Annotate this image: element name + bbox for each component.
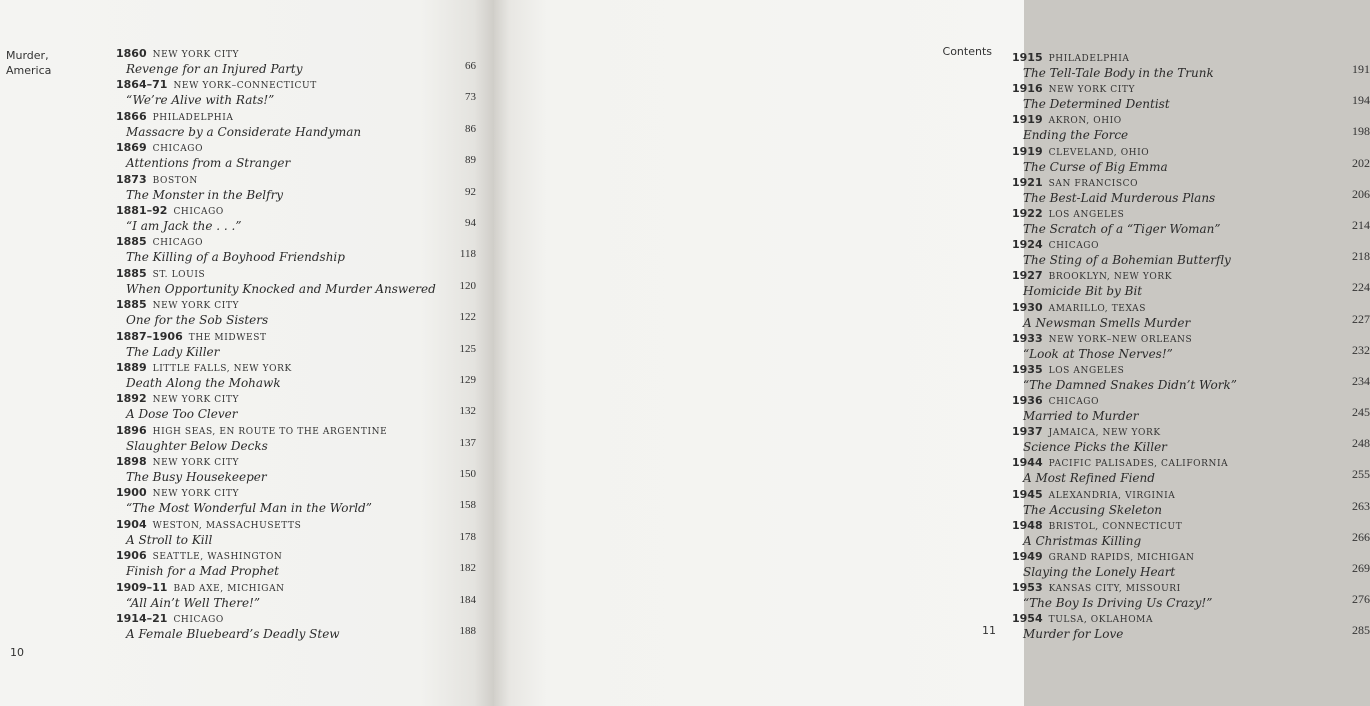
toc-entry-page-number: 178: [459, 530, 476, 543]
toc-entry-header: [1012, 112, 1370, 128]
toc-entry-place: CHICAGO: [152, 238, 204, 249]
toc-entry-title: The Sting of a Bohemian Butterfly: [1023, 253, 1231, 268]
toc-entry-year: 1936: [1012, 394, 1043, 408]
toc-entry: [1012, 331, 1370, 362]
running-head-right: Contents: [942, 45, 992, 58]
toc-entry-header: [1012, 300, 1370, 316]
toc-entry-header: [1012, 237, 1370, 253]
toc-entry-header: [116, 329, 476, 345]
toc-entry: [1012, 487, 1370, 518]
toc-entry-year: 1922: [1012, 206, 1043, 220]
toc-entry-title: A Stroll to Kill: [126, 532, 213, 547]
toc-entry-page-number: 263: [1352, 498, 1370, 513]
toc-entry-header: [116, 203, 476, 219]
toc-entry-page-number: 132: [459, 405, 476, 418]
toc-entry-header: [116, 297, 476, 313]
toc-entry-place: NEW YORK CITY: [152, 50, 240, 60]
toc-entry-header: [116, 580, 476, 596]
toc-entry-place: NEW YORK CITY: [152, 395, 240, 406]
toc-entry-page-number: 248: [1352, 436, 1370, 451]
toc-entry-title: “The Damned Snakes Didn’t Work”: [1023, 377, 1237, 392]
toc-entry-page-number: 94: [465, 216, 476, 229]
toc-entry-place: KANSAS CITY, MISSOURI: [1048, 584, 1181, 595]
toc-entry-header: [116, 611, 476, 627]
toc-entry-title: “Look at Those Nerves!”: [1023, 346, 1173, 361]
toc-entry: [116, 172, 476, 203]
toc-entry-year: 1900: [116, 486, 147, 500]
toc-entry-year: 1860: [116, 47, 147, 60]
toc-entry-page-number: 232: [1352, 342, 1370, 357]
toc-entry-year: 1881–92: [116, 203, 168, 217]
toc-entry-page-number: 118: [459, 248, 476, 261]
toc-entry-page-number: 158: [459, 499, 476, 512]
toc-entry-year: 1933: [1012, 331, 1043, 345]
toc-entry-title: Death Along the Mohawk: [126, 375, 281, 390]
toc-entry: [116, 485, 476, 516]
toc-entry-header: [116, 109, 476, 125]
toc-entry-header: [1012, 50, 1370, 66]
toc-entry: [1012, 362, 1370, 393]
toc-entry-title: The Curse of Big Emma: [1023, 159, 1168, 174]
toc-entry: [116, 297, 476, 328]
toc-entry-page-number: 255: [1352, 467, 1370, 482]
toc-entry: [116, 266, 476, 297]
toc-entry-title: The Killing of a Boyhood Friendship: [126, 250, 345, 265]
toc-entry-title: “All Ain’t Well There!”: [126, 595, 261, 610]
toc-entry-year: 1869: [116, 141, 147, 155]
toc-entry: [1012, 611, 1370, 642]
toc-entry-title: Slaughter Below Decks: [126, 438, 268, 453]
toc-entry-page-number: 202: [1352, 155, 1370, 170]
toc-entry-year: 1873: [116, 172, 147, 186]
toc-entry-page-number: 66: [465, 60, 476, 72]
toc-entry-title: A Christmas Killing: [1023, 533, 1142, 548]
toc-entry-header: [1012, 144, 1370, 160]
toc-entry-page-number: 224: [1352, 280, 1370, 295]
toc-entry-header: [1012, 362, 1370, 378]
toc-entry-place: NEW YORK CITY: [152, 489, 240, 500]
toc-entry: [116, 329, 476, 360]
toc-entry-header: [116, 172, 476, 188]
toc-entry-place: WESTON, MASSACHUSETTS: [152, 520, 302, 531]
toc-entry-header: [116, 517, 476, 533]
toc-entry-title: Married to Murder: [1023, 409, 1139, 424]
toc-entry-place: CHICAGO: [1048, 397, 1100, 408]
toc-entry-page-number: 198: [1352, 124, 1370, 139]
toc-entry: [116, 140, 476, 171]
toc-entry-header: [1012, 268, 1370, 284]
toc-entry-header: [1012, 393, 1370, 409]
toc-entry-year: 1945: [1012, 487, 1043, 501]
toc-entry-header: [1012, 455, 1370, 471]
toc-entry-title: A Female Bluebeard’s Deadly Stew: [126, 627, 340, 642]
toc-entry: [1012, 393, 1370, 424]
toc-entry: [116, 109, 476, 140]
toc-entry-title: Finish for a Mad Prophet: [126, 564, 279, 579]
toc-entry-page-number: 122: [459, 311, 476, 324]
toc-entry-place: BAD AXE, MICHIGAN: [173, 583, 285, 594]
toc-entry-place: NEW YORK CITY: [1048, 85, 1136, 96]
toc-entry-year: 1885: [116, 298, 147, 312]
toc-entry-page-number: 125: [459, 342, 476, 355]
toc-entry-place: JAMAICA, NEW YORK: [1048, 428, 1161, 439]
toc-entry: [116, 360, 476, 391]
toc-entry-header: [116, 46, 476, 62]
toc-entry-year: 1949: [1012, 550, 1043, 563]
toc-entry-year: 1904: [116, 517, 147, 531]
toc-entry-page-number: 227: [1352, 311, 1370, 326]
toc-entry: [116, 580, 476, 611]
toc-entry: [1012, 268, 1370, 299]
toc-entry-title: “The Boy Is Driving Us Crazy!”: [1023, 596, 1213, 611]
toc-entry-place: GRAND RAPIDS, MICHIGAN: [1048, 553, 1195, 563]
toc-entry-header: [116, 454, 476, 470]
toc-list-left: [116, 46, 476, 642]
toc-entry-header: [1012, 331, 1370, 347]
toc-entry-place: BROOKLYN, NEW YORK: [1048, 272, 1173, 283]
toc-entry-year: 1906: [116, 549, 147, 563]
toc-entry-place: CHICAGO: [173, 206, 224, 217]
toc-entry-page-number: 194: [1352, 93, 1370, 108]
toc-entry: [116, 391, 476, 422]
toc-entry-place: LITTLE FALLS, NEW YORK: [152, 363, 292, 374]
toc-entry-page-number: 269: [1352, 561, 1370, 575]
toc-entry-place: BRISTOL, CONNECTICUT: [1048, 521, 1183, 532]
toc-entry-header: [1012, 549, 1370, 565]
toc-entry-title: The Determined Dentist: [1023, 97, 1170, 112]
toc-entry-year: 1937: [1012, 425, 1043, 439]
toc-entry-title: Homicide Bit by Bit: [1023, 284, 1143, 299]
toc-entry-year: 1921: [1012, 175, 1043, 189]
toc-entry-title: The Monster in the Belfry: [126, 187, 284, 202]
toc-entry-place: ST. LOUIS: [152, 269, 206, 280]
toc-entry-year: 1909–11: [116, 580, 168, 594]
toc-entry-page-number: 191: [1352, 62, 1370, 76]
toc-entry-title: Massacre by a Considerate Handyman: [126, 124, 362, 139]
toc-entry-title: The Scratch of a “Tiger Woman”: [1023, 221, 1221, 236]
toc-entry-year: 1954: [1012, 612, 1043, 626]
toc-entry-year: 1885: [116, 266, 147, 280]
toc-entry-header: [1012, 206, 1370, 222]
toc-entry-title: Ending the Force: [1023, 128, 1129, 143]
toc-entry-title: One for the Sob Sisters: [126, 313, 269, 328]
toc-entry-header: [116, 423, 476, 439]
toc-entry: [1012, 549, 1370, 580]
toc-entry-header: [1012, 81, 1370, 97]
toc-entry-page-number: 266: [1352, 529, 1370, 544]
toc-entry-year: 1915: [1012, 51, 1043, 64]
toc-entry-place: CHICAGO: [152, 144, 204, 155]
toc-entry: [116, 46, 476, 77]
toc-entry: [1012, 518, 1370, 549]
toc-entry-page-number: 214: [1352, 217, 1370, 232]
toc-entry: [1012, 50, 1370, 81]
toc-entry-title: Science Picks the Killer: [1023, 440, 1167, 455]
toc-entry-year: 1864–71: [116, 78, 168, 92]
toc-entry-page-number: 73: [465, 91, 476, 104]
toc-entry-year: 1927: [1012, 269, 1043, 283]
toc-entry-title: “I am Jack the . . .”: [126, 218, 242, 233]
toc-entry: [116, 548, 476, 579]
toc-entry-year: 1919: [1012, 113, 1043, 127]
toc-entry-page-number: 285: [1352, 623, 1370, 638]
toc-entry: [1012, 175, 1370, 206]
toc-entry-place: HIGH SEAS, EN ROUTE TO THE ARGENTINE: [152, 426, 388, 437]
toc-entry-title: When Opportunity Knocked and Murder Answered: [126, 281, 436, 296]
running-head-left: Murder, America: [6, 49, 52, 77]
toc-entry: [1012, 112, 1370, 143]
toc-entry-place: NEW YORK–NEW ORLEANS: [1048, 334, 1193, 345]
toc-entry-place: CHICAGO: [173, 615, 224, 626]
toc-entry-place: ALEXANDRIA, VIRGINIA: [1048, 490, 1176, 501]
toc-entry-place: SAN FRANCISCO: [1048, 178, 1139, 189]
toc-entry-header: [116, 485, 476, 501]
toc-entry-header: [1012, 611, 1370, 627]
toc-entry-place: NEW YORK CITY: [152, 458, 240, 469]
toc-entry: [116, 517, 476, 548]
toc-entry-year: 1924: [1012, 238, 1043, 252]
toc-entry: [1012, 424, 1370, 455]
toc-entry-year: 1898: [116, 455, 147, 469]
toc-entry-header: [116, 140, 476, 156]
toc-entry-page-number: 206: [1352, 186, 1370, 201]
toc-entry-year: 1948: [1012, 518, 1043, 532]
toc-entry-page-number: 129: [459, 373, 476, 386]
toc-entry-title: A Most Refined Fiend: [1023, 471, 1155, 486]
toc-entry-place: TULSA, OKLAHOMA: [1048, 615, 1154, 626]
toc-entry-header: [116, 77, 476, 93]
toc-entry-year: 1896: [116, 423, 147, 437]
page-number-left: 10: [10, 646, 24, 659]
toc-entry-title: Revenge for an Injured Party: [126, 62, 303, 76]
toc-entry-year: 1866: [116, 109, 147, 123]
toc-entry-year: 1944: [1012, 456, 1043, 470]
toc-entry: [1012, 81, 1370, 112]
toc-entry: [116, 77, 476, 108]
toc-entry-page-number: 89: [465, 154, 476, 167]
toc-entry-title: Attentions from a Stranger: [126, 156, 291, 171]
toc-entry-header: [1012, 518, 1370, 534]
toc-entry-place: PACIFIC PALISADES, CALIFORNIA: [1048, 459, 1229, 470]
toc-list-right: [1012, 50, 1370, 643]
toc-entry-title: A Newsman Smells Murder: [1023, 315, 1191, 330]
toc-entry-place: AKRON, OHIO: [1048, 116, 1122, 127]
toc-entry-year: 1887–1906: [116, 329, 183, 343]
toc-entry-page-number: 184: [459, 593, 476, 606]
toc-entry-year: 1919: [1012, 144, 1043, 158]
toc-entry-place: LOS ANGELES: [1048, 209, 1125, 220]
toc-entry-place: CLEVELAND, OHIO: [1048, 147, 1150, 158]
toc-entry-page-number: 234: [1352, 373, 1370, 388]
toc-entry-title: The Accusing Skeleton: [1023, 502, 1163, 517]
toc-entry-year: 1885: [116, 235, 147, 249]
toc-entry-page-number: 120: [459, 279, 476, 292]
toc-entry-header: [1012, 424, 1370, 440]
toc-entry-year: 1889: [116, 360, 147, 374]
toc-entry-page-number: 137: [459, 436, 476, 449]
toc-entry: [116, 423, 476, 454]
toc-entry-header: [116, 360, 476, 376]
toc-entry-title: A Dose Too Clever: [126, 407, 238, 422]
toc-entry-place: BOSTON: [152, 175, 198, 186]
right-page: [494, 0, 1370, 706]
toc-entry-title: Slaying the Lonely Heart: [1023, 565, 1176, 579]
toc-entry-page-number: 150: [459, 468, 476, 481]
toc-entry-year: 1935: [1012, 362, 1043, 376]
toc-entry-place: NEW YORK–CONNECTICUT: [173, 81, 317, 92]
toc-entry-page-number: 182: [459, 562, 476, 575]
toc-entry: [1012, 455, 1370, 486]
toc-entry-year: 1916: [1012, 82, 1043, 96]
toc-entry-header: [1012, 487, 1370, 503]
toc-entry-title: “We’re Alive with Rats!”: [126, 93, 275, 108]
toc-entry-header: [116, 548, 476, 564]
toc-entry-title: Murder for Love: [1023, 627, 1124, 642]
toc-entry-page-number: 276: [1352, 592, 1370, 607]
toc-entry-place: THE MIDWEST: [188, 332, 267, 343]
toc-entry-place: CHICAGO: [1048, 241, 1100, 252]
toc-entry-page-number: 218: [1352, 249, 1370, 264]
toc-entry-place: NEW YORK CITY: [152, 301, 240, 312]
toc-entry-place: LOS ANGELES: [1048, 365, 1125, 376]
toc-entry: [116, 611, 476, 642]
page-number-right: 11: [982, 624, 996, 637]
toc-entry-place: AMARILLO, TEXAS: [1048, 303, 1147, 314]
toc-entry: [1012, 237, 1370, 268]
toc-entry-header: [1012, 580, 1370, 596]
toc-entry-page-number: 245: [1352, 405, 1370, 420]
toc-entry-year: 1892: [116, 392, 147, 406]
toc-entry-year: 1930: [1012, 300, 1043, 314]
left-page: [0, 0, 494, 706]
toc-entry: [116, 203, 476, 234]
toc-entry: [1012, 144, 1370, 175]
toc-entry: [116, 454, 476, 485]
toc-entry-page-number: 86: [465, 122, 476, 135]
toc-entry: [1012, 580, 1370, 611]
toc-entry-page-number: 188: [459, 625, 476, 638]
toc-entry-header: [116, 391, 476, 407]
toc-entry-header: [116, 234, 476, 250]
toc-entry: [116, 234, 476, 265]
toc-entry: [1012, 300, 1370, 331]
toc-entry-header: [116, 266, 476, 282]
toc-entry-title: The Lady Killer: [126, 344, 220, 359]
toc-entry-title: The Busy Housekeeper: [126, 470, 267, 485]
toc-entry-place: SEATTLE, WASHINGTON: [152, 552, 283, 563]
toc-entry-title: The Tell-Tale Body in the Trunk: [1023, 66, 1214, 80]
toc-entry-title: “The Most Wonderful Man in the World”: [126, 501, 372, 516]
toc-entry-place: PHILADELPHIA: [152, 112, 234, 123]
toc-entry: [1012, 206, 1370, 237]
toc-entry-place: PHILADELPHIA: [1048, 54, 1130, 64]
toc-entry-page-number: 92: [465, 185, 476, 198]
toc-entry-header: [1012, 175, 1370, 191]
toc-entry-year: 1914–21: [116, 612, 168, 626]
toc-entry-year: 1953: [1012, 581, 1043, 595]
toc-entry-title: The Best-Laid Murderous Plans: [1023, 190, 1216, 205]
